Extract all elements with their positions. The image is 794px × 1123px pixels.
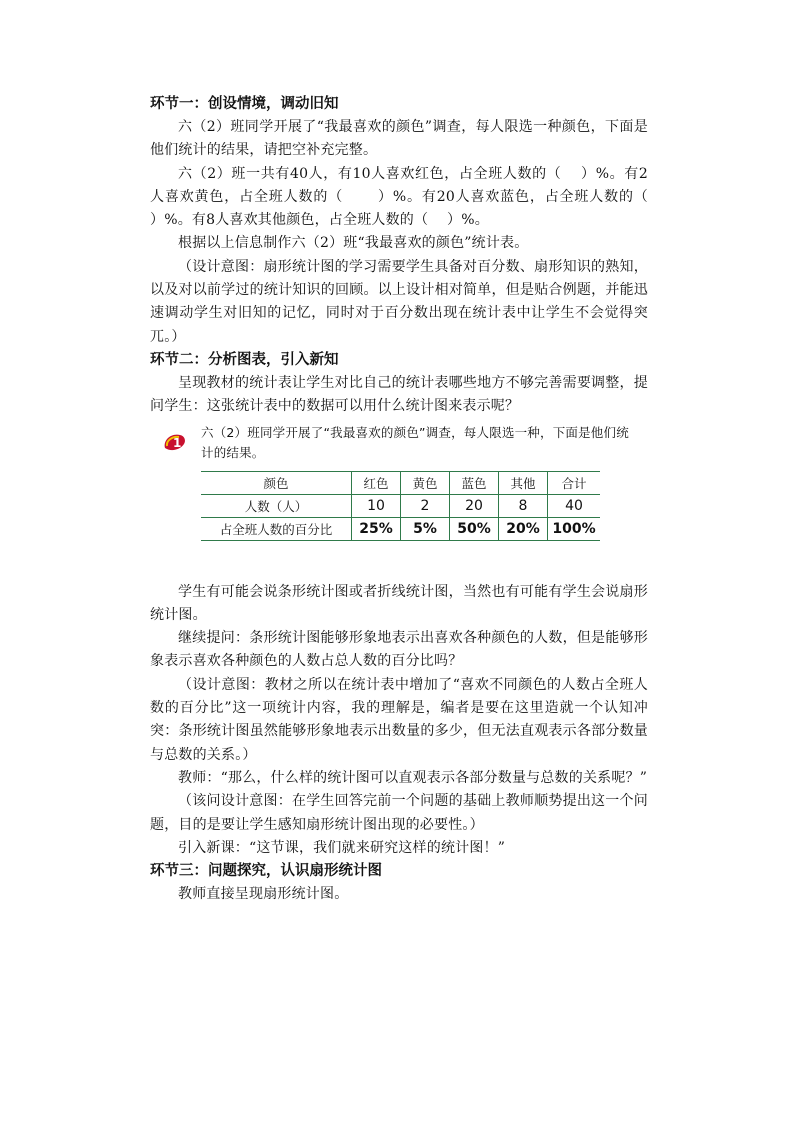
section2-heading: 环节二：分析图表，引入新知 (150, 351, 339, 368)
table-header-cell: 红色 (352, 471, 401, 494)
section2-design-intent: （设计意图：教材之所以在统计表中增加了“喜欢不同颜色的人数占全班人数的百分比”这一项统计内容，我的理解是，编者是要在这里造就一个认知冲突：条形统计图虽然能够形象地表示出数量的多少，但无法直观表示各部分数量与总数的关系。） (150, 676, 648, 763)
section1-design-intent: （设计意图：扇形统计图的学习需要学生具备对百分数、扇形知识的熟知，以及对以前学过的统计知识的回顾。以上设计相对简单，但是贴合例题，并能迅速调动学生对旧知的记忆，同时对于百分数出现在统计表中让学生不会觉得突兀。） (150, 258, 648, 345)
table-header-cell: 合计 (548, 471, 601, 494)
textbook-example-figure (150, 423, 648, 571)
section3-heading: 环节三：问题探究，认识扇形统计图 (150, 863, 382, 880)
section1-paragraph-3: 根据以上信息制作六（2）班“我最喜欢的颜色”统计表。 (178, 235, 529, 252)
document-body (150, 93, 667, 906)
section2-paragraph-3: 继续提问：条形统计图能够形象地表示出喜欢各种颜色的人数，但是能够形象表示喜欢各种颜色的人数占总人数的百分比吗？ (150, 630, 648, 670)
section1-paragraph-1: 六（2）班同学开展了“我最喜欢的颜色”调查，每人限选一种颜色，下面是他们统计的结果，请把空补充完整。 (150, 119, 648, 159)
table-cell: 50% (450, 517, 499, 540)
table-cell: 20% (499, 517, 548, 540)
table-cell: 5% (401, 517, 450, 540)
table-row (201, 517, 600, 540)
section2-paragraph-1: 呈现教材的统计表让学生对比自己的统计表哪些地方不够完善需要调整，提问学生：这张统计表中的数据可以用什么统计图来表示呢？ (150, 374, 648, 415)
table-cell: 10 (352, 494, 401, 517)
table-header-cell: 黄色 (401, 471, 450, 494)
color-survey-table (201, 471, 600, 541)
section2-design-intent-2: （该问设计意图：在学生回答完前一个问题的基础上教师顺势提出这一个问题，目的是要让学生感知扇形统计图出现的必要性。） (150, 793, 648, 833)
example-number-icon (162, 431, 188, 455)
section2-paragraph-7: 引入新课：“这节课，我们就来研究这样的统计图！” (178, 839, 506, 856)
table-cell: 20 (450, 494, 499, 517)
table-cell: 2 (401, 494, 450, 517)
example-description: 六（2）班同学开展了“我最喜欢的颜色”调查，每人限选一种，下面是他们统计的结果。 (201, 424, 629, 460)
section3-paragraph-1: 教师直接呈现扇形统计图。 (178, 886, 349, 903)
section1-heading: 环节一：创设情境，调动旧知 (150, 96, 339, 112)
section2-paragraph-2: 学生有可能会说条形统计图或者折线统计图，当然也有可能有学生会说扇形统计图。 (150, 583, 648, 623)
section2-paragraph-5: 教师：“那么，什么样的统计图可以直观表示各部分数量与总数的关系呢？” (178, 769, 648, 786)
table-row (201, 494, 600, 517)
table-row-label: 占全班人数的百分比 (201, 517, 352, 540)
table-cell: 25% (352, 517, 401, 540)
section1-paragraph-2: 六（2）班一共有40人，有10人喜欢红色，占全班人数的（ ）%。有2人喜欢黄色，占全班人数的（ ）%。有20人喜欢蓝色，占全班人数的（ ）%。有8人喜欢其他颜色，占全班人数的（ ）%。 (150, 165, 667, 229)
table-cell: 40 (548, 494, 601, 517)
table-cell: 100% (548, 517, 601, 540)
table-cell: 8 (499, 494, 548, 517)
table-row-label: 人数（人） (201, 494, 352, 517)
table-header-cell: 其他 (499, 471, 548, 494)
example-badge-number: 1 (173, 435, 182, 450)
table-header-cell: 蓝色 (450, 471, 499, 494)
table-header-row (201, 471, 600, 494)
table-header-cell: 颜色 (201, 471, 352, 494)
